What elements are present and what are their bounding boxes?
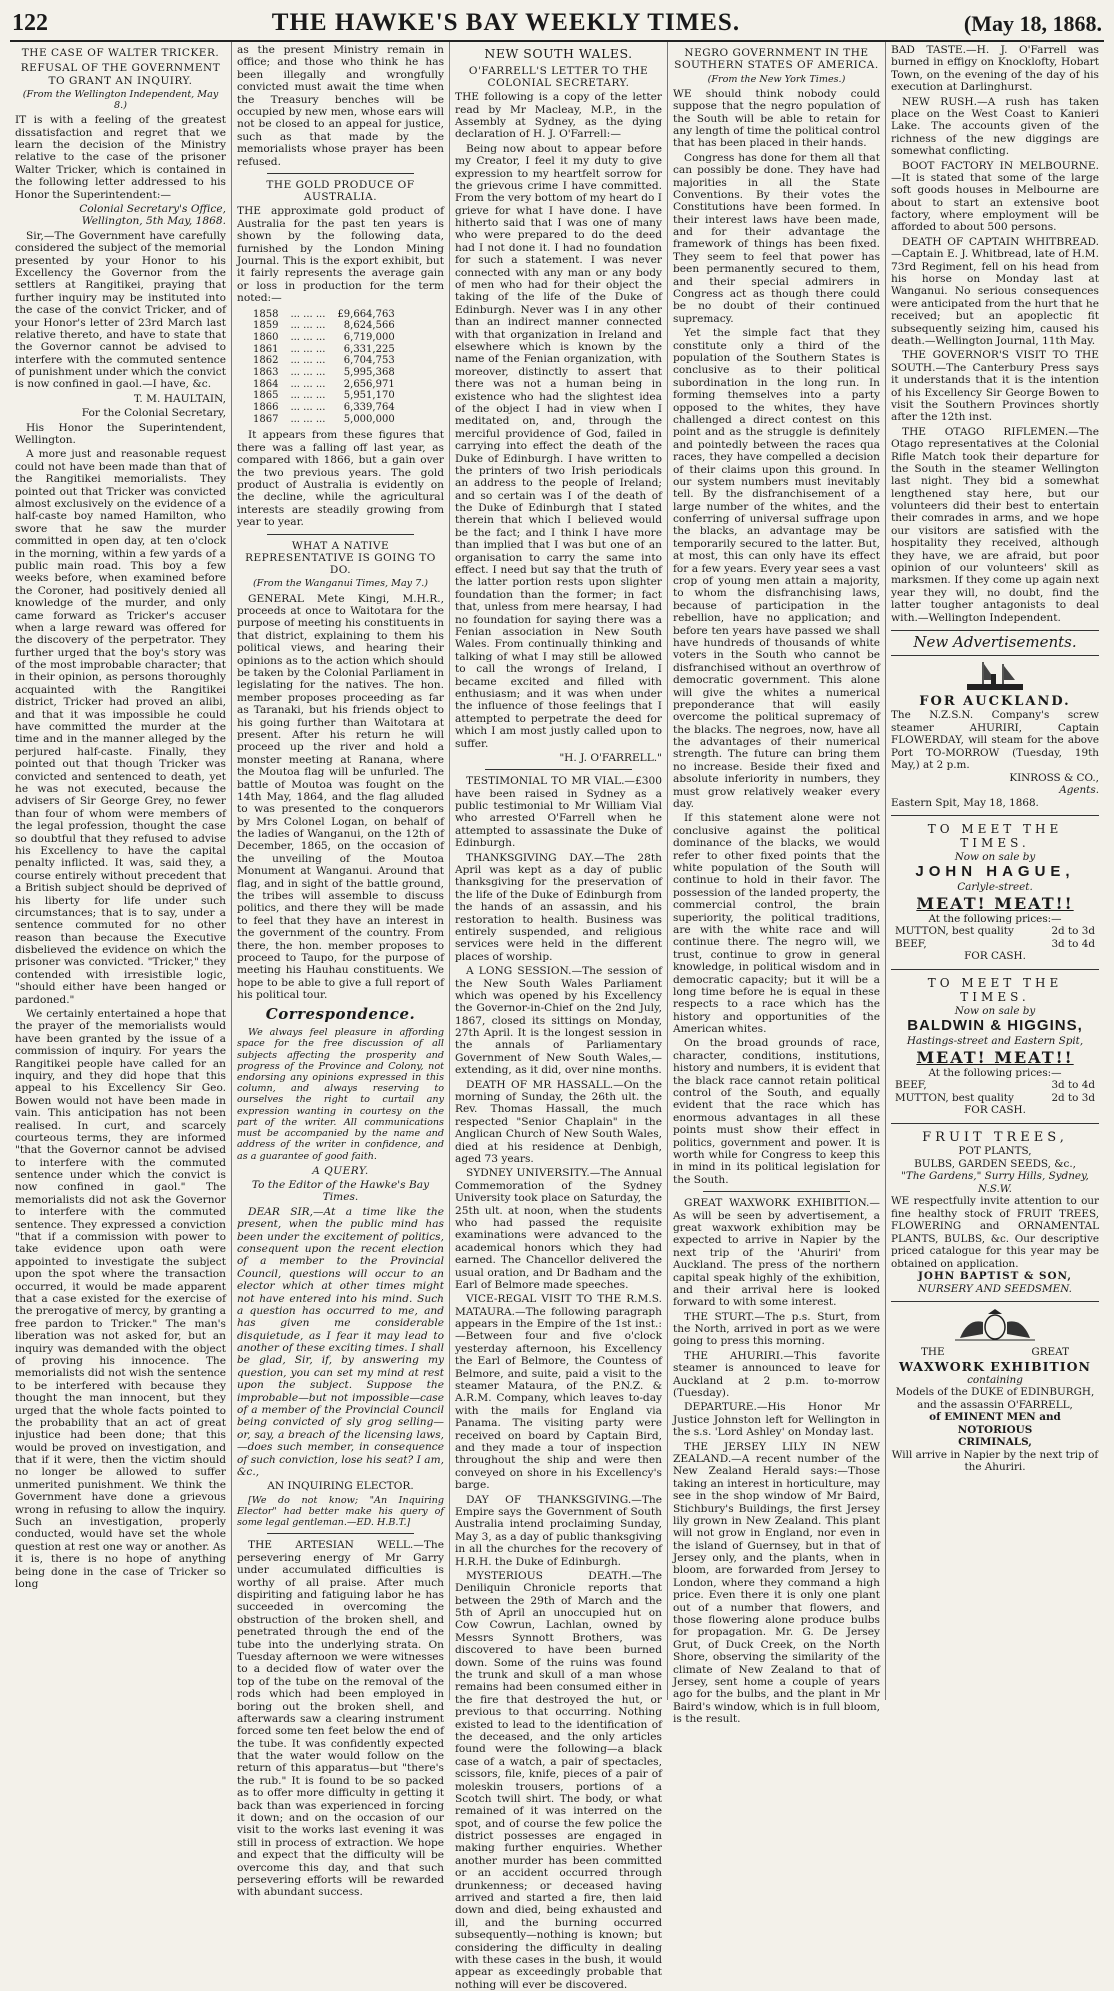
paragraph: Congress has done for them all that can possibly be done. They have had majorities in all the State Conventions. By their votes the Constitutions have been formed. In their interest laws have been made, and for their advantage the framework of things has been fixed. They seem to feel that power has been permanently secured to them, and their special admirers in Congress act as though there could be no doubt of their continued supremacy. (673, 151, 880, 325)
newspaper-title: THE HAWKE'S BAY WEEKLY TIMES. (271, 9, 741, 36)
gold-year: 1861 (253, 343, 279, 355)
column-4 (668, 42, 886, 1726)
leader-dots: ... ... ... (290, 343, 326, 355)
gold-table-row (247, 344, 401, 356)
ad-sale-line: Now on sale by (954, 1004, 1036, 1017)
leader-dots: ... ... ... (290, 367, 326, 379)
query-signature: AN INQUIRING ELECTOR. (267, 1480, 414, 1493)
query-body: DEAR SIR,—At a time like the present, when the public mind has been under the excitement of politics, consequent upon the recent election of a member to the Provincial Council, questions will occur to an elector which at other times might not have entered into his mind. Such a question has occurred to me, and has given me considerable disquietude, as I fear it may lead to another of these exciting times. I shall be glad, Sir, if, by answering my question, you can set my mind at rest upon the subject. Suppose the improbable—but not impossible—case of a member of the Provincial Council being convicted of sly grog selling—or, say, a breach of the licensing laws,—does such member, in consequence of such conviction, lose his seat? I am, &c., (237, 1205, 444, 1478)
gold-table-row (247, 414, 401, 426)
ad-cash: FOR CASH. (964, 950, 1026, 963)
divider (891, 969, 1099, 970)
ad-agent: KINROSS & CO., (1009, 771, 1099, 784)
paragraph: It appears from these figures that there was a falling off last year, as compared with 1866, but a gain over the two previous years. The gold product of Australia is evidently on the decline, while the agricultural interests are steadily growing from year to year. (237, 429, 444, 529)
correspondence-note: We always feel pleasure in affording space for the free discussion of all subjects affecting the prosperity and progress of the Province and Colony, not endorsing any opinions expressed in this column, and always reserving to ourselves the right to curtail any expression wanting in courtesy on the part of the writer. All communications must be accompanied by the name and address of the writer in confidence, and as a guarantee of good faith. (237, 1027, 444, 1162)
gold-value: 5,995,368 (343, 367, 395, 379)
ad-prices-intro: At the following prices:— (928, 1066, 1062, 1079)
ad-line: and the assassin O'FARRELL, (917, 1398, 1073, 1411)
paragraph: THE OTAGO RIFLEMEN.—The Otago representatives at the Colonial Rifle Match took their departure for the South in the steamer Wellington last night. They bid a somewhat lengthened stay here, but our volunteers did their best to entertain their comrades in arms, and we hope our visitors are satisfied with the hospitality they received, although they have, we are afraid, but poor opinion of our volunteers' skill as marksmen. If they come up again next year they will, no doubt, find the latter tougher antagonists to deal with.—Wellington Independent. (891, 425, 1099, 624)
gold-year: 1860 (253, 331, 279, 343)
gold-table-row (247, 355, 401, 367)
paragraph: DEATH OF CAPTAIN WHITBREAD.—Captain E. J. Whitbread, late of H.M. 73rd Regiment, fell on his head from his horse on Monday last at Wanganui. No serious consequences were anticipated from the hurt that he received; but an apoplectic fit subsequently seizing him, caused his death.—Wellington Journal, 11th May. (891, 235, 1099, 347)
gold-value: 5,000,000 (343, 413, 395, 425)
ad-address: Hastings-street and Eastern Spit, (906, 1035, 1084, 1048)
ad-body: The N.Z.S.N. Company's screw steamer AHURIRI, Captain FLOWERDAY, will steam for the above Port TO-MORROW (Tuesday, 19th May,) at 2 p.m. (891, 709, 1099, 772)
article-subheading-tricker: REFUSAL OF THE GOVERNMENT TO GRANT AN INQUIRY. (20, 62, 221, 87)
gold-value: 2,656,971 (343, 378, 395, 390)
price-row (891, 1092, 1099, 1104)
ad-title: FRUIT TREES, (922, 1129, 1068, 1145)
ad-merchant-name: JOHN BAPTIST & SON, (917, 1270, 1072, 1283)
gold-value: 5,951,170 (343, 390, 395, 402)
price-row (891, 1079, 1099, 1091)
gold-table-row (247, 332, 401, 344)
ad-merchant-role: NURSERY AND SEEDSMEN. (918, 1282, 1072, 1295)
leader-dots: ... ... ... (290, 331, 326, 343)
correspondence-heading: Correspondence. (265, 1004, 416, 1023)
divider (703, 1191, 850, 1192)
gold-value: 6,339,764 (343, 402, 395, 414)
paragraph: as the present Ministry remain in office; and those who think he has been illegally and wrongfully convicted must await the time when the Treasury benches will be occupied by new men, whose ears will not be closed to an appeal for justice, such as that made by the memorialists whose prayer has been refused. (237, 44, 444, 168)
gold-year: 1858 (253, 308, 279, 320)
paragraph: IT is with a feeling of the greatest dissatisfaction and regret that we learn the decision of the Ministry relative to the case of the prisoner Walter Tricker, which is contained in the following letter addressed to his Honor the Superintendent:— (15, 114, 226, 201)
paragraph: GREAT WAXWORK EXHIBITION.—As will be seen by advertisement, a great waxwork exhibition may be expected to arrive in Napier by the next trip of the 'Ahuriri' from Auckland. The press of the northern capital speak highly of the exhibition, and their arrival here is looked forward to with some interest. (673, 1197, 880, 1309)
gold-table (247, 309, 401, 426)
price-label: MUTTON, best quality (895, 1091, 1014, 1104)
article-heading-nsw: NEW SOUTH WALES. (484, 46, 633, 61)
gold-year: 1859 (253, 320, 279, 332)
column-3 (450, 42, 668, 1991)
gold-value: 6,704,753 (343, 355, 395, 367)
letter-place: Colonial Secretary's Office, Wellington, 5th May, 1868. (79, 203, 226, 228)
paragraph: MYSTERIOUS DEATH.—The Deniliquin Chronicle reports that between the 29th of March and the 5th of April an unoccupied hut on Cow Cowrun, Lachlan, owned by Messrs Synnott Brothers, was discovered to have been burned down. Some of the ruins was found the trunk and skull of a man whose remains had been consumed either in the fire that destroyed the hut, or previous to that occurring. Nothing existed to lead to the identification of the deceased, and the only articles found were the following—a black case of a watch, a pair of spectacles, scissors, file, knife, pieces of a pair of moleskin trousers, portions of a Scotch twill shirt. The body, or what remained of it was interred on the spot, and of course the few police the district possesses are engaged in making further enquiries. Whether another murder has been committed or an accident occurred through drunkenness; or deceased having arrived and started a fire, then laid down and died, being exhausted and ill, and the burning occurred subsequently—nothing is known; but considering the difficulty in dealing with these cases in the bush, it would appear as exceedingly probable that nothing will ever be discovered. (455, 1569, 662, 1991)
ad-word: GREAT (1031, 1346, 1069, 1359)
gold-table-row (247, 379, 401, 391)
ad-auckland-steamer (891, 660, 1099, 809)
ad-line: containing (967, 1373, 1023, 1386)
paragraph: DEPARTURE.—His Honor Mr Justice Johnston left for Wellington in the s.s. 'Lord Ashley' on Monday last. (673, 1401, 880, 1439)
gold-table-row (247, 320, 401, 332)
column-1 (10, 42, 232, 1700)
gold-table-row (247, 402, 401, 414)
ad-cash: FOR CASH. (964, 1104, 1026, 1117)
paragraph: NEW RUSH.—A rush has taken place on the West Coast to Kanieri Lake. The accounts given of the richness of the new diggings are somewhat conflicting. (891, 95, 1099, 158)
ad-word: THE (921, 1346, 945, 1359)
leader-dots: ... ... ... (290, 378, 326, 390)
paragraph: On the broad grounds of race, character, conditions, institutions, history and numbers, it is evident that the black race cannot retain political control of the South, and equally evident that the race which has enormous advantages in all these points must show their effect in politics, government and power. It is worth while for Congress to keep this in mind in its political legislation for the South. (673, 1037, 880, 1186)
ad-body: WE respectfully invite attention to our fine healthy stock of FRUIT TREES, FLOWERING and ORNAMENTAL PLANTS, BULBS, &c. Our descriptive priced catalogue for this year may be obtained on application. (891, 1195, 1099, 1270)
price-value: 2d to 3d (1051, 925, 1095, 938)
ad-meat-heading: MEAT! MEAT!! (916, 1047, 1074, 1067)
ad-line: Will arrive in Napier by the next trip of the Ahuriri. (891, 1448, 1099, 1474)
ad-title: TO MEET THE TIMES. (927, 821, 1063, 851)
ad-line: of EMINENT MEN and NOTORIOUS (929, 1411, 1061, 1436)
masthead (10, 8, 1104, 42)
article-heading-gold: THE GOLD PRODUCE OF AUSTRALIA. (266, 178, 415, 204)
paragraph: THE GOVERNOR'S VISIT TO THE SOUTH.—The Canterbury Press says it understands that it is the intention of his Excellency Sir George Bowen to visit the Southern Provinces shortly after the 12th inst. (891, 349, 1099, 424)
letter-signature: T. M. HAULTAIN, (133, 392, 226, 405)
gold-year: 1863 (253, 367, 279, 379)
ad-meat-heading: MEAT! MEAT!! (916, 893, 1074, 913)
paragraph: THE following is a copy of the letter read by Mr Macleay, M.P., in the Assembly at Sydney, as the dying declaration of H. J. O'Farrell:— (455, 91, 662, 141)
new-advertisements-heading: New Advertisements. (891, 630, 1099, 656)
article-source: (From the Wanganui Times, May 7.) (252, 578, 429, 590)
gold-value: 6,719,000 (343, 331, 395, 343)
letter-addressee: His Honor the Superintendent, Wellington. (15, 421, 226, 447)
paragraph: DEATH OF MR HASSALL.—On the morning of Sunday, the 26th ult. the Rev. Thomas Hassall, the much respected "Senior Chaplain" in the Anglican Church of New South Wales, died at his residence at Denbigh, aged 73 years. (455, 1078, 662, 1165)
paragraph: GENERAL Mete Kingi, M.H.R., proceeds at once to Waitotara for the purpose of meeting his constituents in that district, explaining to them his political views, and hearing their opinions as to the action which should be taken by the Colonial Parliament in legislating for the natives. The hon. member proposes proceeding as far as Taranaki, but his friends object to his going further than Waitotara at present. After his return he will proceed up the river and hold a monster meeting at Ranana, where the Moutoa flag will be unfurled. The battle of Moutoa was fought on the 14th May, 1864, and the flag alluded to was presented to the conquerors by Mrs Colonel Logan, on behalf of the ladies of Wanganui, on the 12th of December, 1865, on the occasion of the unveiling of the Moutoa Monument at Wanganui. Around that flag, and in sight of the battle ground, the tribes will assemble to discuss politics, and there they will be made to feel that they have an interest in the government of the country. From there, the hon. member proposes to proceed to Taupo, for the purpose of meeting his Hauhau constituents. We hope to be able to give a full report of his political tour. (237, 592, 444, 1002)
paragraph: THANKSGIVING DAY.—The 28th April was kept as a day of public thanksgiving for the preservation of the life of the Duke of Edinburgh from the hands of an assassin, and his restoration to health. Business was entirely suspended, and religious services were held in the different places of worship. (455, 851, 662, 963)
ad-title: TO MEET THE TIMES. (927, 975, 1063, 1005)
royal-crest-icon (950, 1308, 1040, 1342)
paragraph: THE approximate gold product of Australia for the past ten years is shown by the following data, furnished by the London Mining Journal. This is the export exhibit, but it fairly represents the average gain or loss in production for the term noted:— (237, 205, 444, 305)
gold-table-row (247, 309, 401, 321)
ad-agent-role: Agents. (1059, 784, 1099, 797)
ad-merchant-name: BALDWIN & HIGGINS, (907, 1017, 1083, 1035)
paragraph: VICE-REGAL VISIT TO THE R.M.S. MATAURA.—The following paragraph appears in the Empire of the 1st inst.:—Between four and five o'clock yesterday afternoon, his Excellency the Earl of Belmore, the Countess of Belmore, and suite, paid a visit to the steamer Mataura, of the P.N.Z. & A.R.M. Company, which leaves to-day with the mails for England via Panama. The visiting party were received on board by Captain Bird, and they made a tour of inspection throughout the ship and were then conveyed on shore in his Excellency's barge. (455, 1293, 662, 1492)
paragraph: SYDNEY UNIVERSITY.—The Annual Commemoration of the Sydney University took place on Saturday, the 25th ult. at noon, when the students who had passed the requisite examinations were advanced to the academical honors which they had earned. The Chancellor delivered the usual oration, and Dr Badham and the Earl of Belmore made speeches. (455, 1167, 662, 1291)
gold-year: 1867 (253, 413, 279, 425)
query-heading: A QUERY. (312, 1164, 369, 1177)
paragraph: THE ARTESIAN WELL.—The persevering energy of Mr Garry under accumulated difficulties is worthy of all praise. After much dispiriting and fatiguing labor he has succeeded in overcoming the obstruction of the broken shell, and penetrated through the end of the tube into the underlying strata. On Tuesday afternoon we were witnesses to a decided flow of water over the top of the tube on the removal of the rods which had been employed in boring out the broken shell, and afterwards saw a clearing instrument forced some ten feet below the end of the tube. It was confidently expected that the water would follow on the return of this apparatus—but "there's the rub." It is found to be so packed as to offer more difficulty in getting it back than was experienced in forcing it down; and on the occasion of our visit to the works last evening it was still in process of extraction. We hope and expect that the difficulty will be overcome this day, and that such persevering efforts will be rewarded with abundant success. (237, 1539, 444, 1899)
query-reply: [We do not know; "An Inquiring Elector" had better make his query of some legal gentleman.—ED. H.B.T.] (237, 1494, 444, 1529)
ad-title: WAXWORK EXHIBITION (899, 1358, 1091, 1374)
paragraph: If this statement alone were not conclusive against the political dominance of the blacks, we would refer to other fixed points that the white population of the South will continue to hold in their favor. The possession of the landed property, the commercial control, the brain superiority, the political traditions, are with the white race and will continue there. The negro will, we trust, continue to grow in general knowledge, in political wisdom and in democratic capacity; but it will be a long time before he is equal in these respects to a race which has the history and opportunities of the American whites. (673, 812, 880, 1036)
price-value: 3d to 4d (1051, 1079, 1095, 1092)
price-label: BEEF, (895, 1079, 927, 1092)
letter-signature: "H. J. O'FARRELL." (559, 751, 662, 764)
ad-line: "The Gardens," Surry Hills, Sydney, N.S.W. (901, 1170, 1089, 1195)
ad-line: BULBS, GARDEN SEEDS, &c., (914, 1157, 1076, 1170)
ad-sale-line: Now on sale by (954, 850, 1036, 863)
ad-waxwork-exhibition (891, 1308, 1099, 1473)
divider (267, 534, 414, 535)
column-5 (886, 42, 1104, 1700)
paragraph: A more just and reasonable request could not have been made than that of the Rangitikei memorialists. They pointed out that Tricker was convicted almost exclusively on the evidence of a half-caste boy named Hamilton, who swore that he saw the murder committed in open day, at ten o'clock in the morning, within a few yards of a public main road. This boy a few weeks before, when examined before the Coroner, had positively denied all knowledge of the murder, and only came forward as Tricker's accuser when a large reward was offered for the discovery of the perpetrator. They further urged that the boy's story was of the most improbable character; that in their opinion, as persons thoroughly acquainted with the Rangitikei district, Tricker had proved an alibi, and that it was impossible he could have committed the murder at the time and in the manner alleged by the perjured half-caste. Finally, they pointed out that though Tricker was convicted and sentenced to death, yet he was not executed, because the advisers of Sir George Grey, no fewer than four of whom were members of the legal profession, thought the case so doubtful that they refused to advise his Excellency to have the capital penalty inflicted. It was, said they, a course entirely without precedent that a British subject should be deprived of his liberty for life under such circumstances; that is to say, under a sentence commuted for no other reason than because the Executive disbelieved the evidence on which the prisoner was convicted. "Tricker," they contended with irresistible logic, "should either have been hanged or pardoned." (15, 448, 226, 1006)
article-heading-tricker: THE CASE OF WALTER TRICKER. (21, 47, 220, 59)
leader-dots: ... ... ... (290, 390, 326, 402)
price-value: 2d to 3d (1051, 1091, 1095, 1104)
paragraph: TESTIMONIAL TO MR VIAL.—£300 have been raised in Sydney as a public testimonial to Mr William Vial who arrested O'Farrell when he attempted to assassinate the Duke of Edinburgh. (455, 775, 662, 850)
ad-john-hague (891, 822, 1099, 963)
ad-date: Eastern Spit, May 18, 1868. (891, 796, 1039, 809)
leader-dots: ... ... ... (290, 355, 326, 367)
paragraph: DAY OF THANKSGIVING.—The Empire says the Government of South Australia intend proclaiming Sunday, May 3, as a day of public thanksgiving in all the churches for the recovery of H.R.H. the Duke of Edinburgh. (455, 1493, 662, 1568)
paragraph: THE STURT.—The p.s. Sturt, from the North, arrived in port as we were going to press this morning. (673, 1310, 880, 1348)
gold-table-row (247, 367, 401, 379)
column-2 (232, 42, 450, 1899)
paragraph: Yet the simple fact that they constitute only a third of the population of the Southern States is conclusive as to their political subordination in the long run. In forming themselves into a party opposed to the whites, they have challenged a direct contest on this point and as the struggle is definitely and pointedly between the races qua races, they have compelled a decision of their claims upon this ground. In our system numbers must inevitably tell. By the disfranchisement of a large number of the whites, and the conferring of universal suffrage upon the blacks, an advantage may be temporarily secured to the latter. But, at most, this can only have its effect for a few years. Every year sees a vast crop of young men attain a majority, to whom the disfranchising laws, because of participation in the rebellion, have no application; and before ten years have passed we shall have hundreds of thousands of white voters in the South who cannot be disfranchised without an overthrow of democratic government. This alone will give the whites a numerical preponderance that will easily overcome the political supremacy of the blacks. The negroes, now, have all the advantages of their numerical strength. The future can bring them no increase. Beside their fixed and absolute inferiority in numbers, they must grow relatively weaker every day. (673, 327, 880, 811)
gold-year: 1866 (253, 402, 279, 414)
ad-title: FOR AUCKLAND. (919, 693, 1071, 709)
query-to: To the Editor of the Hawke's Bay Times. (251, 1179, 430, 1204)
gold-table-row (247, 390, 401, 402)
leader-dots: ... ... ... (290, 308, 326, 320)
page-number: 122 (12, 10, 48, 36)
issue-date: (May 18, 1868. (963, 11, 1102, 36)
divider (891, 1301, 1099, 1302)
columns (10, 42, 1104, 1991)
article-source: (From the Wellington Independent, May 8.) (22, 88, 219, 112)
steamship-icon (963, 660, 1027, 694)
letter-body: Sir,—The Government have carefully considered the subject of the memorial presented by your Honor to his Excellency the Governor from the settlers at Rangitikei, praying that further inquiry may be instituted into the case of the convict Tricker, and of your Honor's letter of 23rd March last relative thereto, and have to state that the Governor cannot be advised to interfere with the commuted sentence of punishment under which the convict is now confined in gaol.—I have, &c. (15, 229, 226, 391)
article-source: (From the New York Times.) (707, 73, 846, 85)
price-row (891, 938, 1099, 950)
divider (485, 769, 632, 770)
ad-line (891, 1346, 1099, 1358)
leader-dots: ... ... ... (290, 402, 326, 414)
divider (267, 1533, 414, 1534)
paragraph: THE AHURIRI.—This favorite steamer is announced to leave for Auckland at 2 p.m. to-morrow (Tuesday). (673, 1349, 880, 1400)
price-row (891, 925, 1099, 937)
paragraph: THE JERSEY LILY IN NEW ZEALAND.—A recent number of the New Zealand Herald says:—Those taking an interest in horticulture, may see in the shop window of Mr Baird, Stichbury's Buildings, the first Jersey lily grown in New Zealand. This plant will not grow in England, nor even in the island of Guernsey, but in that of Jersey only, and the plants, when in bloom, are forwarded from Jersey to London, where they command a high price. Even there it is only one plant out of a number that flowers, and those flowering alone produce bulbs for propagation. Mr. G. De Jersey Grut, of Duck Creek, on the North Shore, observing the similarity of the climate of New Zealand to that of Jersey, sent home a couple of years ago for the bulbs, and the plant in Mr Baird's window, which is in full bloom, is the result. (673, 1440, 880, 1726)
divider (267, 173, 414, 174)
gold-value: 6,331,225 (343, 343, 395, 355)
price-label: BEEF, (895, 937, 927, 950)
article-heading-native: WHAT A NATIVE REPRESENTATIVE IS GOING TO DO. (245, 539, 436, 577)
price-value: 3d to 4d (1051, 937, 1095, 950)
paragraph: A LONG SESSION.—The session of the New South Wales Parliament which was opened by his Excellency the Governor-in-Chief on the 2nd July, 1867, closed its sittings on Monday, 27th April. It is the longest session in the annals of Parliamentary Government of New South Wales,—extending, as it did, over nine months. (455, 965, 662, 1077)
letter-signature-role: For the Colonial Secretary, (81, 407, 226, 420)
price-label: MUTTON, best quality (895, 925, 1014, 938)
ad-line: CRIMINALS, (958, 1436, 1032, 1449)
gold-year: 1864 (253, 378, 279, 390)
ad-merchant-name: JOHN HAGUE, (915, 863, 1075, 881)
divider (891, 815, 1099, 816)
ad-fruit-trees (891, 1130, 1099, 1295)
paragraph: BOOT FACTORY IN MELBOURNE.—It is stated that some of the large soft goods houses in Melbourne are about to start an extensive boot factory, where employment will be afforded to about 500 persons. (891, 159, 1099, 234)
divider (891, 1123, 1099, 1124)
gold-year: 1862 (253, 355, 279, 367)
gold-value: £9,664,763 (337, 308, 395, 320)
paragraph: We certainly entertained a hope that the prayer of the memorialists would have been granted by the issue of a commission of inquiry. For years the Rangitikei people have called for an inquiry, and they did hope that this appeal to his Excellency Sir Geo. Bowen would not have been made in vain. This anticipation has not been realised. In curt, and scarcely courteous terms, they are informed "that the Governor cannot be advised to interfere with the commuted sentence under which the convict is now confined in gaol." The memorialists did not ask the Governor to interfere with the commuted sentence. They expressed a conviction "that if a commission with power to take evidence upon oath were appointed to investigate the subject upon the spot where the transaction occurred, it would be made apparent that a case existed for the exercise of the prerogative of mercy, by granting a free pardon to Tricker." The man's liberation was not asked for, but an inquiry was demanded with the object of proving his innocence. The memorialists did not wish the sentence to be interfered with because they thought the man innocent, but they urged that the whole facts pointed to the probability that an act of great injustice had been done; that this would be proved on investigation, and that if it were, then the victim should no longer be allowed to suffer unmerited punishment. We think the Government have done a grievous wrong in refusing to allow the inquiry. Such an investigation, properly conducted, would have set the whole question at rest one way or another. As it is, there is no hope of anything being done in the case of Tricker so long (15, 1008, 226, 1590)
paragraph: BAD TASTE.—H. J. O'Farrell was burned in effigy on Knocklofty, Hobart Town, on the evening of the day of his execution at Darlinghurst. (891, 44, 1099, 94)
article-subheading-nsw: O'FARRELL'S LETTER TO THE COLONIAL SECRETARY. (468, 64, 649, 89)
paragraph: Being now about to appear before my Creator, I feel it my duty to give expression to my heartfelt sorrow for the grievous crime I have committed. From the very bottom of my heart do I grieve for what I have done. I have hitherto said that I was one of many who were prepared to do the deed had I not done it. I had no foundation for such a statement. I was never connected with any man or any body of men who had for their object the taking of the life of the Duke of Edinburgh. Never was I in any other than an indirect manner connected with that organization in Ireland and elsewhere which is known by the name of the Fenian organization, with moreover, distinctly to assert that there was not a human being in existence who had the slightest idea of the object I had in view when I meditated on, and, through the merciful providence of God, failed in carrying into effect the death of the Duke of Edinburgh. I have written to the printers of two Irish periodicals an address to the people of Ireland; and so certain was I of the death of the Duke of Edinburgh that I stated therein that which I believed would be the fact; and I think I have more than implied that I was but one of an organisation to carry the same into effect. I need but say that the truth of the latter portion rests upon slighter foundation than the former; in fact that, unless from mere hearsay, I had no foundation for saying there was a Fenian association in New South Wales. From continually thinking and talking of what I may still be allowed to call the wrongs of Ireland, I became excited and filled with enthusiasm; and it was when under the influence of those feelings that I attempted to perpetrate the deed for which I am most justly called upon to suffer. (455, 142, 662, 750)
ad-line: POT PLANTS, (958, 1145, 1032, 1158)
ad-prices-intro: At the following prices:— (928, 912, 1062, 925)
paragraph: WE should think nobody could suppose that the negro population of the South will be able to retain for any length of time the political control that has been placed in their hands. (673, 87, 880, 150)
leader-dots: ... ... ... (290, 320, 326, 332)
ad-line: Models of the DUKE of EDINBURGH, (895, 1386, 1095, 1399)
ad-baldwin-higgins (891, 976, 1099, 1117)
gold-year: 1865 (253, 390, 279, 402)
ad-address: Carlyle-street. (957, 881, 1033, 894)
gold-value: 8,624,566 (343, 320, 395, 332)
leader-dots: ... ... ... (290, 413, 326, 425)
article-heading-negro-government: NEGRO GOVERNMENT IN THE SOUTHERN STATES OF AMERICA. (674, 47, 879, 72)
